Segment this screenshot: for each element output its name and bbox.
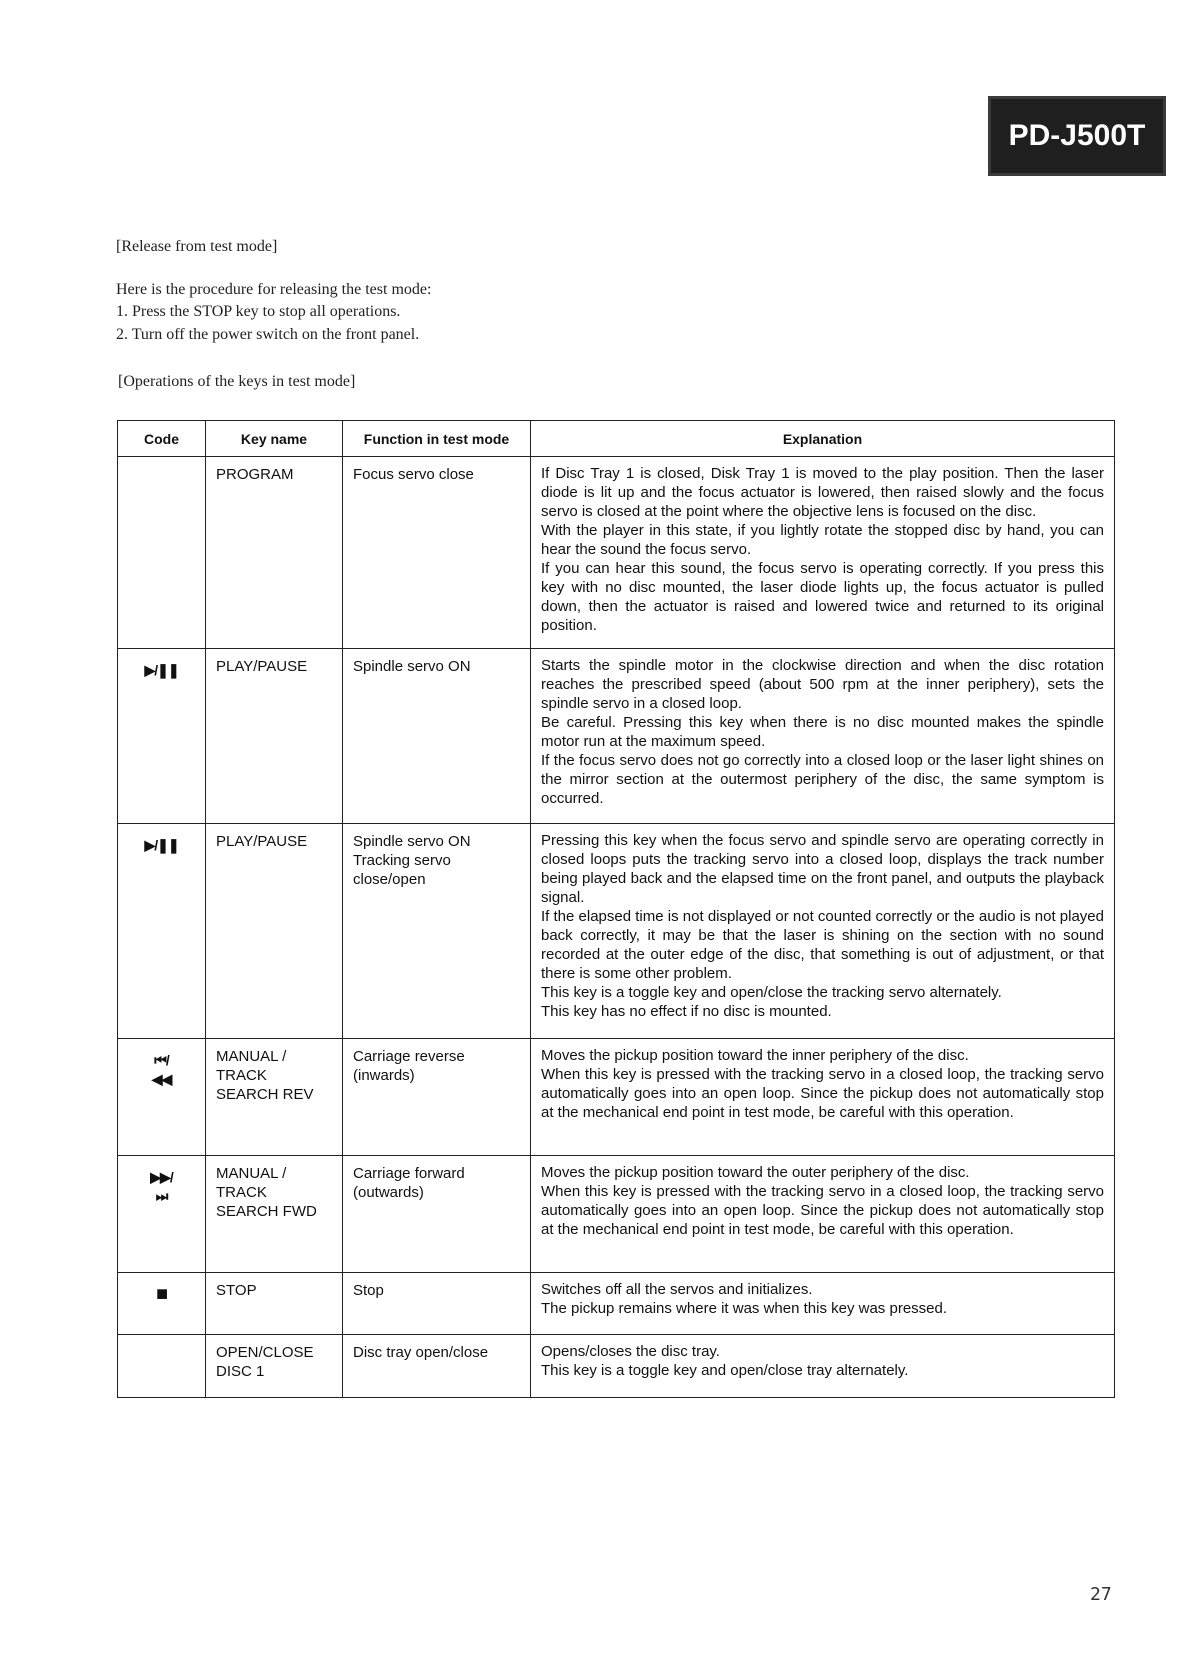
code-cell	[118, 1335, 206, 1398]
key-name-cell	[206, 1156, 343, 1273]
key-name: MANUAL /	[216, 1048, 287, 1065]
code-cell	[118, 457, 206, 649]
key-name: PROGRAM	[216, 466, 294, 483]
key-name: SEARCH FWD	[216, 1203, 317, 1220]
function-text: Spindle servo ON	[353, 833, 471, 850]
explanation-paragraph: If you can hear this sound, the focus servo is operating correctly. If you press this key with no disc mounted, the laser diode lights up, the focus actuator is pulled down, then the actuator is raised and lowered twice and returned to its original position.	[541, 560, 1104, 634]
explanation-cell	[531, 649, 1115, 824]
code-cell	[118, 1273, 206, 1335]
explanation-paragraph: With the player in this state, if you lightly rotate the stopped disc by hand, you can hear the sound the focus servo.	[541, 522, 1104, 558]
code-cell	[118, 824, 206, 1039]
explanation-paragraph: If Disc Tray 1 is closed, Disk Tray 1 is moved to the play position. Then the laser diode is lit up and the focus actuator is lowered, then raised slowly and the focus servo is closed at the point where the objective lens is focused on the disc.	[541, 465, 1104, 520]
column-header-function: Function in test mode	[343, 421, 531, 457]
explanation-cell	[531, 1273, 1115, 1335]
column-header-code: Code	[118, 421, 206, 457]
explanation-paragraph: When this key is pressed with the tracking servo in a closed loop, the tracking servo automatically goes into an open loop. Since the pickup does not automatically stop at the mechanical end point in test mode, be careful with this operation.	[541, 1183, 1104, 1238]
explanation-paragraph: This key is a toggle key and open/close tray alternately.	[541, 1362, 909, 1379]
explanation-paragraph: Starts the spindle motor in the clockwise direction and when the disc rotation reaches the prescribed speed (about 500 rpm at the inner periphery), sets the spindle servo in a closed loop.	[541, 657, 1104, 712]
key-name-cell	[206, 1335, 343, 1398]
function-text: (outwards)	[353, 1184, 424, 1201]
column-header-explanation: Explanation	[531, 421, 1115, 457]
function-text: (inwards)	[353, 1067, 415, 1084]
key-name: STOP	[216, 1282, 257, 1299]
function-text: Tracking servo	[353, 852, 451, 869]
operations-heading: [Operations of the keys in test mode]	[118, 373, 356, 390]
key-name: PLAY/PAUSE	[216, 658, 308, 675]
explanation-paragraph: The pickup remains where it was when this key was pressed.	[541, 1300, 948, 1317]
key-name: MANUAL /	[216, 1165, 287, 1182]
function-cell	[343, 649, 531, 824]
key-name: SEARCH REV	[216, 1086, 314, 1103]
code-cell	[118, 1039, 206, 1156]
explanation-paragraph: If the focus servo does not go correctly into a closed loop or the laser light shines on the mirror section at the outermost periphery of the disc, the same symptom is occurred.	[541, 752, 1104, 807]
key-name-cell	[206, 1039, 343, 1156]
search-fwd-icon: ▶▶/ ⏭	[150, 1169, 173, 1204]
explanation-paragraph: Opens/closes the disc tray.	[541, 1343, 720, 1360]
key-name: TRACK	[216, 1067, 267, 1084]
release-heading: [Release from test mode]	[116, 238, 278, 255]
key-name-cell	[206, 457, 343, 649]
key-name: OPEN/CLOSE	[216, 1344, 314, 1361]
table-row	[118, 457, 1115, 649]
operations-table	[117, 420, 1115, 1398]
function-text: Stop	[353, 1282, 384, 1299]
function-text: close/open	[353, 871, 426, 888]
release-step: 1. Press the STOP key to stop all operations.	[116, 303, 401, 320]
model-name: PD-J500T	[1008, 119, 1146, 152]
function-cell	[343, 1156, 531, 1273]
explanation-paragraph: Switches off all the servos and initializes.	[541, 1281, 813, 1298]
play-pause-icon: ▶/❚❚	[144, 662, 179, 678]
explanation-cell	[531, 1039, 1115, 1156]
key-name: TRACK	[216, 1184, 267, 1201]
page-number: 27	[1090, 1584, 1112, 1605]
function-cell	[343, 1335, 531, 1398]
function-text: Spindle servo ON	[353, 658, 471, 675]
explanation-paragraph: If the elapsed time is not displayed or not counted correctly or the audio is not played back correctly, it may be that the laser is shining on the section with no sound recorded at the outer edge of the disc, that something is out of adjustment, or that there is some other problem.	[541, 908, 1104, 982]
model-badge	[988, 96, 1166, 176]
function-text: Disc tray open/close	[353, 1344, 489, 1361]
table-row	[118, 649, 1115, 824]
explanation-cell	[531, 824, 1115, 1039]
table-row	[118, 1273, 1115, 1335]
key-name: DISC 1	[216, 1363, 265, 1380]
release-section	[116, 236, 431, 346]
function-cell	[343, 457, 531, 649]
function-text: Carriage reverse	[353, 1048, 465, 1065]
release-step: 2. Turn off the power switch on the front panel.	[116, 325, 420, 343]
explanation-paragraph: Pressing this key when the focus servo and spindle servo are operating correctly in closed loops puts the tracking servo into a closed loop, displays the track number being played back and the elapsed time on the front panel, and outputs the playback signal.	[541, 832, 1104, 906]
key-name: PLAY/PAUSE	[216, 833, 308, 850]
table-row	[118, 824, 1115, 1039]
function-cell	[343, 1273, 531, 1335]
stop-icon: ■	[155, 1283, 168, 1305]
code-cell	[118, 649, 206, 824]
function-text: Focus servo close	[353, 466, 474, 483]
table-row	[118, 1335, 1115, 1398]
explanation-paragraph: Moves the pickup position toward the inner periphery of the disc.	[541, 1047, 969, 1064]
code-cell	[118, 1156, 206, 1273]
function-cell	[343, 1039, 531, 1156]
play-pause-icon: ▶/❚❚	[144, 837, 179, 853]
search-rev-icon: ⏮/ ◀◀	[151, 1052, 172, 1087]
key-name-cell	[206, 649, 343, 824]
table-header-row	[118, 421, 1115, 457]
table-row	[118, 1039, 1115, 1156]
explanation-paragraph: This key is a toggle key and open/close the tracking servo alternately.	[541, 984, 1002, 1001]
key-name-cell	[206, 824, 343, 1039]
explanation-cell	[531, 457, 1115, 649]
explanation-cell	[531, 1156, 1115, 1273]
column-header-key-name: Key name	[206, 421, 343, 457]
explanation-paragraph: Be careful. Pressing this key when there is no disc mounted makes the spindle motor run at the maximum speed.	[541, 714, 1104, 750]
key-name-cell	[206, 1273, 343, 1335]
function-cell	[343, 824, 531, 1039]
explanation-paragraph: This key has no effect if no disc is mounted.	[541, 1003, 832, 1020]
table-row	[118, 1156, 1115, 1273]
function-text: Carriage forward	[353, 1165, 465, 1182]
release-intro: Here is the procedure for releasing the test mode:	[116, 280, 432, 298]
explanation-paragraph: When this key is pressed with the tracking servo in a closed loop, the tracking servo automatically goes into an open loop. Since the pickup does not automatically stop at the mechanical end point in test mode, be careful with this operation.	[541, 1066, 1104, 1121]
explanation-cell	[531, 1335, 1115, 1398]
explanation-paragraph: Moves the pickup position toward the outer periphery of the disc.	[541, 1164, 970, 1181]
